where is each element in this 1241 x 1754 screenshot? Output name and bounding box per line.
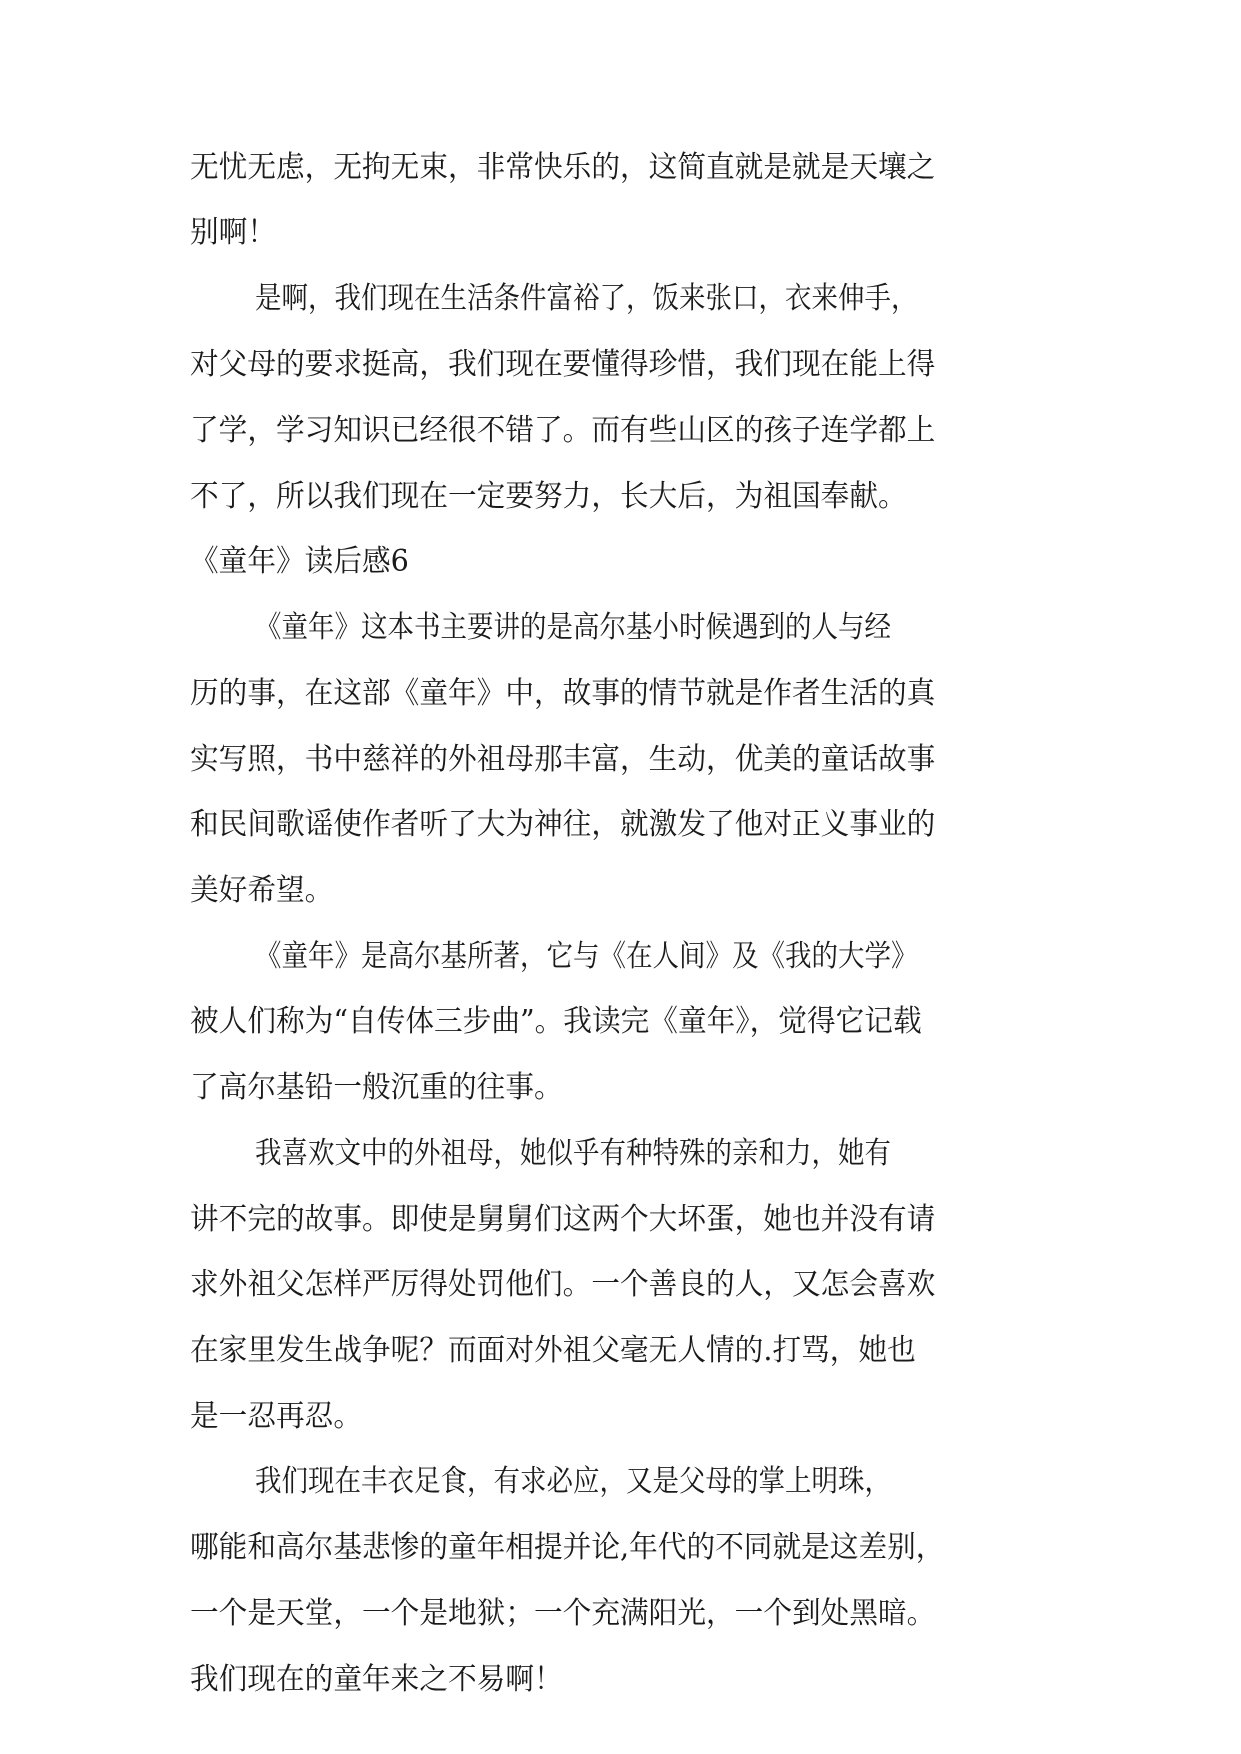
text-line: 和民间歌谣使作者听了大为神往，就激发了他对正义事业的	[190, 807, 936, 842]
text-line: 实写照，书中慈祥的外祖母那丰富，生动，优美的童话故事	[190, 742, 936, 777]
text-line: 了高尔基铅一般沉重的往事。	[190, 1070, 563, 1105]
paragraph-start-line: 《童年》这本书主要讲的是高尔基小时候遇到的人与经	[255, 610, 891, 645]
text-line: 求外祖父怎样严厉得处罚他们。一个善良的人，又怎会喜欢	[190, 1267, 936, 1302]
text-line: 一个是天堂，一个是地狱；一个充满阳光，一个到处黑暗。	[190, 1596, 936, 1631]
text-line: 讲不完的故事。即使是舅舅们这两个大坏蛋，她也并没有请	[190, 1202, 936, 1237]
text-line: 哪能和高尔基悲惨的童年相提并论,年代的不同就是这差别，	[190, 1530, 945, 1565]
text-line: 了学，学习知识已经很不错了。而有些山区的孩子连学都上	[190, 413, 936, 448]
text-line: 被人们称为“自传体三步曲”。我读完《童年》，觉得它记载	[190, 1004, 922, 1039]
text-line: 对父母的要求挺高，我们现在要懂得珍惜，我们现在能上得	[190, 347, 936, 382]
section-heading: 《童年》读后感6	[190, 544, 409, 579]
text-line: 在家里发生战争呢？而面对外祖父毫无人情的.打骂，她也	[190, 1333, 916, 1368]
paragraph-start-line: 我们现在丰衣足食，有求必应，又是父母的掌上明珠，	[255, 1464, 891, 1499]
text-line: 无忧无虑，无拘无束，非常快乐的，这简直就是就是天壤之	[190, 150, 936, 185]
text-line: 不了，所以我们现在一定要努力，长大后，为祖国奉献。	[190, 479, 907, 514]
text-line: 我们现在的童年来之不易啊！	[190, 1662, 563, 1697]
text-line: 是一忍再忍。	[190, 1399, 362, 1434]
paragraph-start-line: 是啊，我们现在生活条件富裕了，饭来张口，衣来伸手，	[255, 281, 918, 316]
paragraph-start-line: 《童年》是高尔基所著，它与《在人间》及《我的大学》	[255, 939, 918, 974]
paragraph-start-line: 我喜欢文中的外祖母，她似乎有种特殊的亲和力，她有	[255, 1136, 891, 1171]
text-line: 历的事，在这部《童年》中，故事的情节就是作者生活的真	[190, 676, 936, 711]
text-line: 美好希望。	[190, 873, 334, 908]
text-line: 别啊！	[190, 215, 276, 250]
